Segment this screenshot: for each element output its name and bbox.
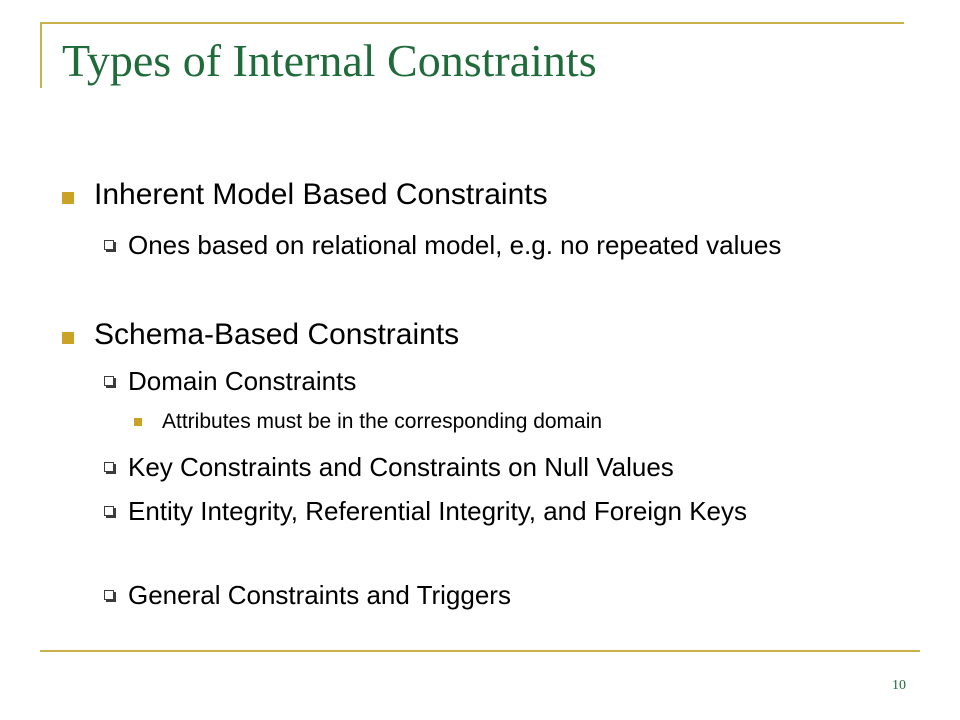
bullet-domain-constraints: Domain Constraints	[128, 366, 357, 396]
bullet-relational-model-constraints: Ones based on relational model, e.g. no repeated values	[128, 230, 782, 260]
box-bullet-icon	[104, 240, 114, 250]
square-bullet-icon	[62, 332, 74, 344]
box-bullet-icon	[104, 590, 114, 600]
bullet-inherent-model-constraints: Inherent Model Based Constraints	[94, 178, 548, 211]
box-bullet-icon	[104, 376, 114, 386]
box-bullet-icon	[104, 462, 114, 472]
bullet-key-null-constraints: Key Constraints and Constraints on Null Values	[128, 452, 674, 482]
box-bullet-icon	[104, 506, 114, 516]
bullet-general-constraints-triggers: General Constraints and Triggers	[128, 580, 511, 610]
bullet-attributes-domain: Attributes must be in the corresponding domain	[162, 410, 603, 433]
bullet-integrity-foreign-keys: Entity Integrity, Referential Integrity, and Foreign Keys	[128, 496, 747, 526]
square-bullet-icon	[62, 192, 74, 204]
bullet-schema-based-constraints: Schema-Based Constraints	[94, 318, 460, 351]
slide-title: Types of Internal Constraints	[62, 35, 597, 86]
page-number: 10	[892, 678, 906, 693]
small-square-bullet-icon	[134, 418, 142, 426]
